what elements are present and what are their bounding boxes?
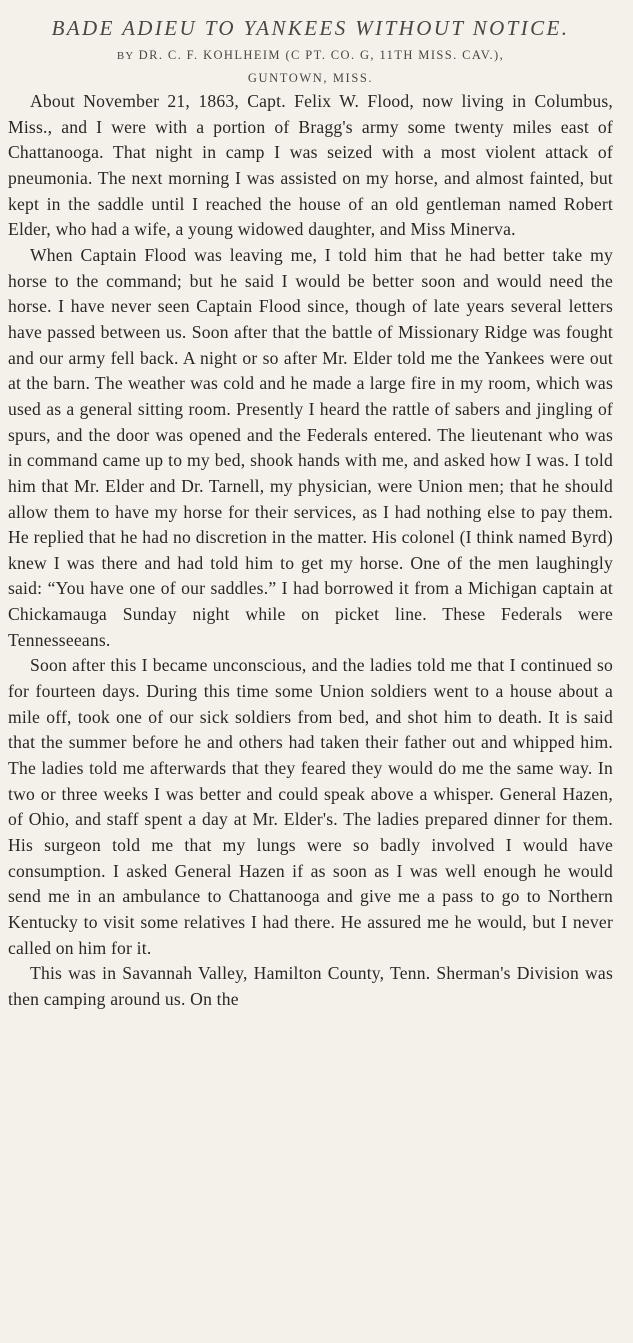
author-name: DR. C. F. KOHLHEIM (C PT. CO. G, 11TH MISS. CAV.),: [138, 48, 505, 62]
author-location: GUNTOWN, MISS.: [247, 71, 374, 85]
paragraph-3: Soon after this I became unconscious, and the ladies told me that I continued so for fourteen days. During this time some Union soldiers went to a house about a mile off, took one of our sick soldiers from bed, and shot him to death. It is said that the summer before he and others had taken their father out and whipped him. The ladies told me afterwards that they feared they would do me the same way. In two or three weeks I was better and could speak above a whisper. General Hazen, of Ohio, and staff spent a day at Mr. Elder's. The ladies prepared dinner for them. His surgeon told me that my lungs were so badly involved I would have consumption. I asked General Hazen if as soon as I was well enough he would send me in an ambulance to Chattanooga and give me a pass to go to Northern Kentucky to visit some relatives I had there. He assured me he would, but I never called on him for it.: [8, 655, 613, 958]
article-body: [8, 89, 613, 1013]
paragraph-4: This was in Savannah Valley, Hamilton County, Tenn. Sherman's Division was then camping around us. On the: [8, 963, 613, 1009]
byline-prefix: BY: [116, 50, 135, 62]
author-byline: [8, 44, 613, 67]
article-title: BADE ADIEU TO YANKEES WITHOUT NOTICE.: [51, 16, 570, 40]
paragraph-1: About November 21, 1863, Capt. Felix W. Flood, now living in Columbus, Miss., and I were with a portion of Bragg's army some twenty miles east of Chattanooga. That night in camp I was seized with a most violent attack of pneumonia. The next morning I was assisted on my horse, and almost fainted, but kept in the saddle until I reached the house of an old gentleman named Robert Elder, who had a wife, a young widowed daughter, and Miss Minerva.: [8, 91, 613, 240]
paragraph-2: When Captain Flood was leaving me, I told him that he had better take my horse to the command; but he said I would be better soon and would need the horse. I have never seen Captain Flood since, though of late years several letters have passed between us. Soon after that the battle of Missionary Ridge was fought and our army fell back. A night or so after Mr. Elder told me the Yankees were out at the barn. The weather was cold and he made a large fire in my room, which was used as a general sitting room. Presently I heard the rattle of sabers and jingling of spurs, and the door was opened and the Federals entered. The lieutenant who was in command came up to my bed, shook hands with me, and asked how I was. I told him that Mr. Elder and Dr. Tarnell, my physician, were Union men; that he should allow them to have my horse for their services, as I had nothing else to pay them. He replied that he had no discretion in the matter. His colonel (I think named Byrd) knew I was there and had told him to get my horse. One of the men laughingly said: “You have one of our saddles.” I had borrowed it from a Michigan captain at Chickamauga Sunday night while on picket line. These Federals were Tennesseeans.: [8, 244, 613, 650]
